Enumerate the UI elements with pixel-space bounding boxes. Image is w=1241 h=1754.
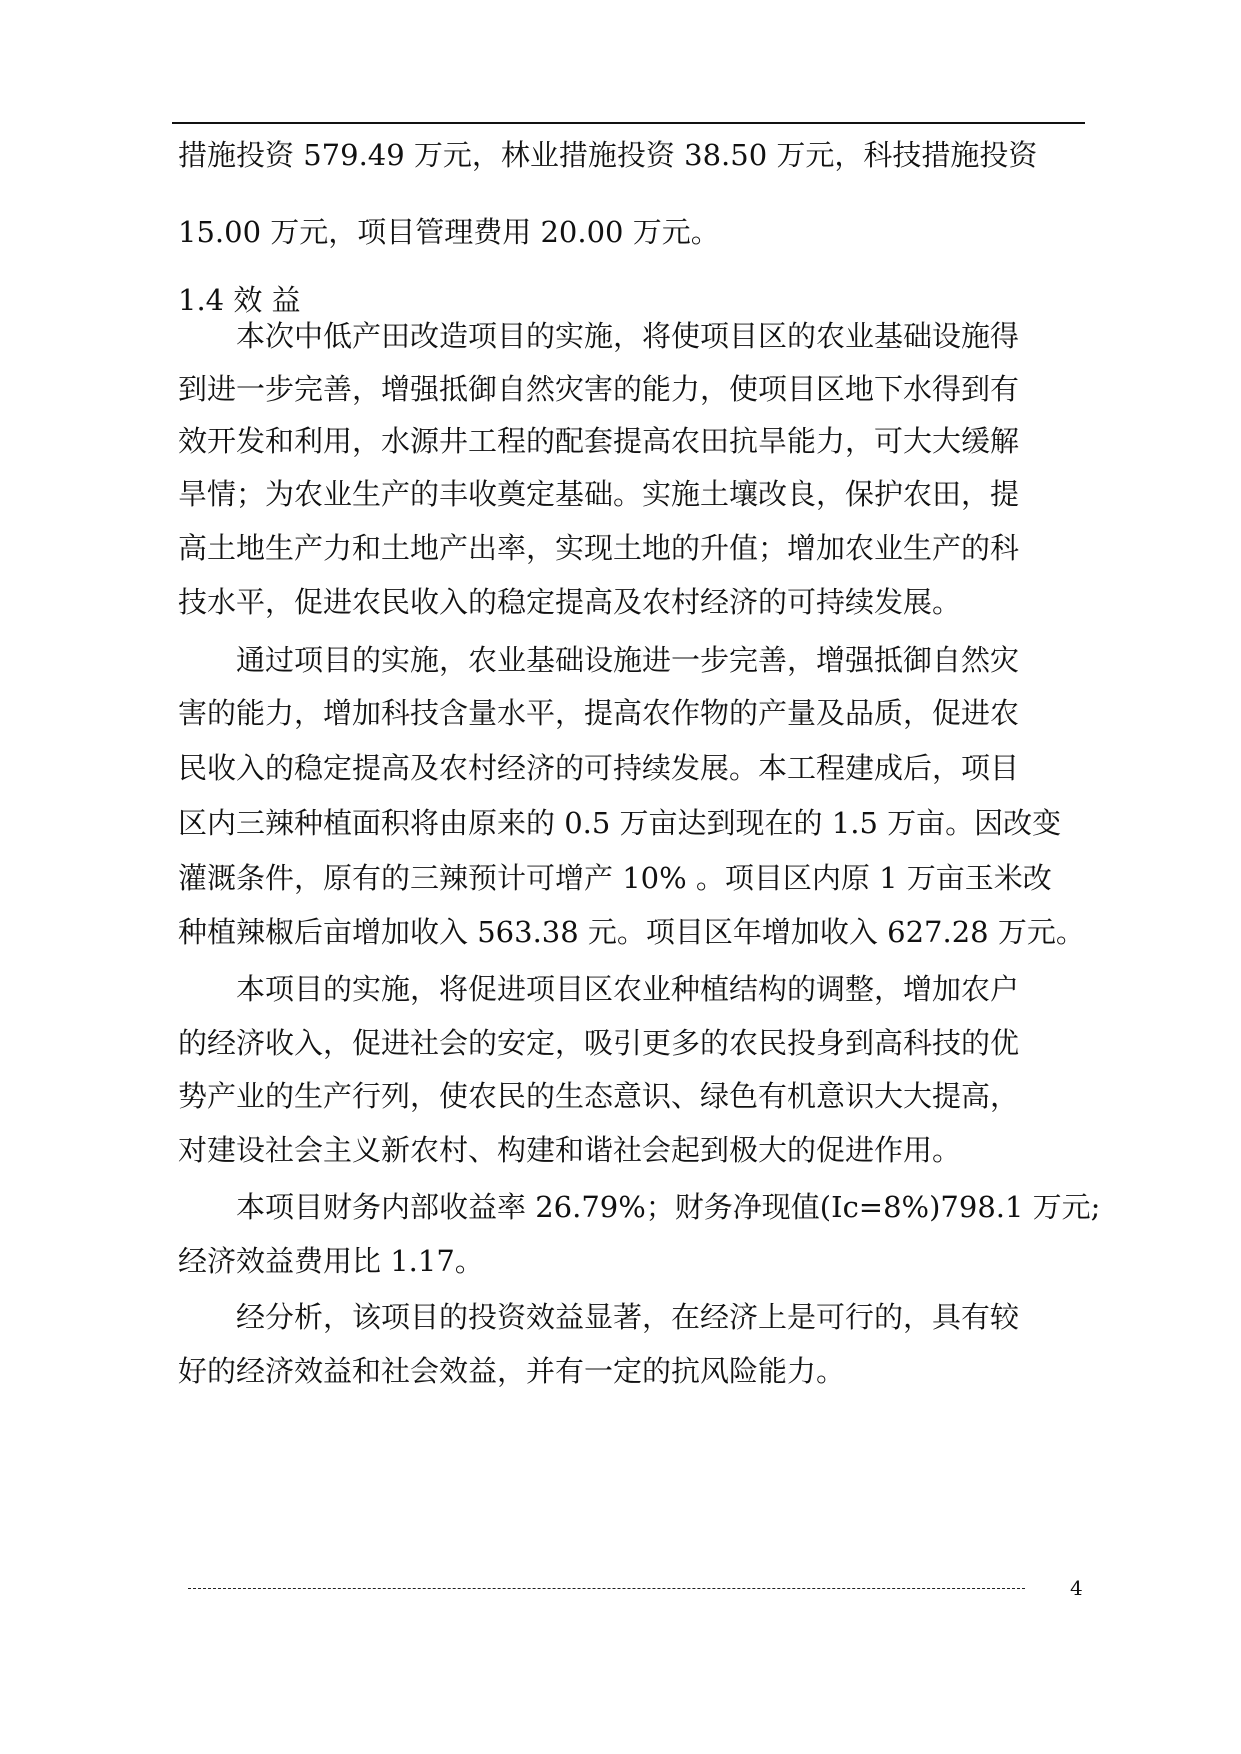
header-rule xyxy=(172,122,1085,124)
paragraph-line: 到进一步完善，增强抵御自然灾害的能力，使项目区地下水得到有 xyxy=(178,372,1020,406)
paragraph-line: 害的能力，增加科技含量水平，提高农作物的产量及品质，促进农 xyxy=(178,696,1020,730)
body-line: 15.00 万元，项目管理费用 20.00 万元。 xyxy=(178,215,720,249)
paragraph-line: 技水平，促进农民收入的稳定提高及农村经济的可持续发展。 xyxy=(178,585,962,619)
paragraph-line: 通过项目的实施，农业基础设施进一步完善，增强抵御自然灾 xyxy=(236,643,1020,677)
paragraph-line: 本次中低产田改造项目的实施，将使项目区的农业基础设施得 xyxy=(236,319,1020,353)
paragraph-line: 灌溉条件，原有的三辣预计可增产 10% 。项目区内原 1 万亩玉米改 xyxy=(178,861,1052,895)
page-number: 4 xyxy=(1070,1576,1083,1600)
paragraph-line: 经分析，该项目的投资效益显著，在经济上是可行的，具有较 xyxy=(236,1300,1020,1334)
section-heading: 1.4 效 益 xyxy=(178,283,301,317)
paragraph-line: 民收入的稳定提高及农村经济的可持续发展。本工程建成后，项目 xyxy=(178,751,1020,785)
paragraph-line: 旱情；为农业生产的丰收奠定基础。实施土壤改良，保护农田，提 xyxy=(178,477,1020,511)
paragraph-line: 经济效益费用比 1.17。 xyxy=(178,1244,484,1278)
paragraph-line: 效开发和利用，水源井工程的配套提高农田抗旱能力，可大大缓解 xyxy=(178,424,1020,458)
paragraph-line: 高土地生产力和土地产出率，实现土地的升值；增加农业生产的科 xyxy=(178,531,1020,565)
body-line: 措施投资 579.49 万元，林业措施投资 38.50 万元，科技措施投资 xyxy=(178,138,1038,172)
paragraph-line: 好的经济效益和社会效益，并有一定的抗风险能力。 xyxy=(178,1354,846,1388)
paragraph-line: 本项目的实施，将促进项目区农业种植结构的调整，增加农户 xyxy=(236,972,1020,1006)
paragraph-line: 本项目财务内部收益率 26.79%；财务净现值(Ic=8%)798.1 万元; xyxy=(236,1190,1101,1224)
paragraph-line: 区内三辣种植面积将由原来的 0.5 万亩达到现在的 1.5 万亩。因改变 xyxy=(178,806,1062,840)
paragraph-line: 种植辣椒后亩增加收入 563.38 元。项目区年增加收入 627.28 万元。 xyxy=(178,915,1085,949)
paragraph-line: 对建设社会主义新农村、构建和谐社会起到极大的促进作用。 xyxy=(178,1133,962,1167)
paragraph-line: 势产业的生产行列，使农民的生态意识、绿色有机意识大大提高， xyxy=(178,1079,1020,1113)
paragraph-line: 的经济收入，促进社会的安定，吸引更多的农民投身到高科技的优 xyxy=(178,1026,1020,1060)
footer-rule xyxy=(188,1588,1025,1589)
